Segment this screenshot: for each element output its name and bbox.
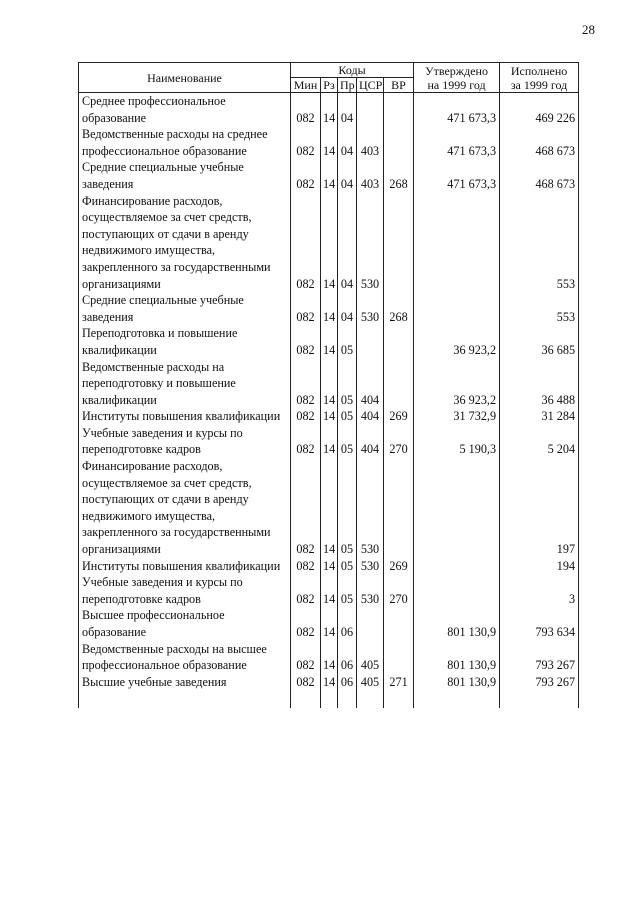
row-rz-code: 14 bbox=[321, 325, 338, 358]
row-csr-code: 404 bbox=[357, 408, 384, 425]
row-approved: 36 923,2 bbox=[414, 325, 500, 358]
table-row bbox=[79, 126, 579, 159]
row-name: Ведомственные расходы на среднее профессиональное образование bbox=[79, 126, 291, 159]
row-rz-code: 14 bbox=[321, 574, 338, 607]
header-min: Мин bbox=[291, 78, 321, 93]
row-csr-code bbox=[357, 325, 384, 358]
table-row bbox=[79, 325, 579, 358]
row-csr-code: 405 bbox=[357, 674, 384, 691]
table-row bbox=[79, 558, 579, 575]
page-number: 28 bbox=[582, 22, 595, 37]
row-csr-code: 404 bbox=[357, 425, 384, 458]
row-vr-code: 268 bbox=[384, 292, 414, 325]
row-min-code: 082 bbox=[291, 93, 321, 127]
row-executed: 31 284 bbox=[500, 408, 579, 425]
row-executed: 5 204 bbox=[500, 425, 579, 458]
row-approved: 31 732,9 bbox=[414, 408, 500, 425]
row-min-code: 082 bbox=[291, 292, 321, 325]
row-name: Средние специальные учебные заведения bbox=[79, 159, 291, 192]
header-csr: ЦСР bbox=[357, 78, 384, 93]
row-min-code: 082 bbox=[291, 425, 321, 458]
row-rz-code: 14 bbox=[321, 674, 338, 691]
row-min-code: 082 bbox=[291, 325, 321, 358]
row-pr-code: 06 bbox=[338, 674, 357, 691]
row-executed: 36 488 bbox=[500, 359, 579, 409]
row-approved bbox=[414, 574, 500, 607]
row-min-code: 082 bbox=[291, 408, 321, 425]
row-name: Финансирование расходов, осуществляемое за счет средств, поступающих от сдачи в аренду недвижимого имущества, закрепленного за государственными организациями bbox=[79, 193, 291, 293]
row-name: Учебные заведения и курсы по переподготовке кадров bbox=[79, 425, 291, 458]
row-csr-code: 530 bbox=[357, 458, 384, 558]
row-executed: 553 bbox=[500, 193, 579, 293]
table-row bbox=[79, 93, 579, 127]
row-rz-code: 14 bbox=[321, 607, 338, 640]
row-approved: 471 673,3 bbox=[414, 126, 500, 159]
row-csr-code: 404 bbox=[357, 359, 384, 409]
row-min-code: 082 bbox=[291, 159, 321, 192]
row-name: Ведомственные расходы на высшее профессиональное образование bbox=[79, 641, 291, 674]
row-approved bbox=[414, 558, 500, 575]
row-pr-code: 04 bbox=[338, 193, 357, 293]
table-row bbox=[79, 408, 579, 425]
row-pr-code: 04 bbox=[338, 159, 357, 192]
row-executed: 197 bbox=[500, 458, 579, 558]
header-approved-line1: Утверждено bbox=[425, 63, 488, 78]
row-pr-code: 05 bbox=[338, 325, 357, 358]
row-min-code: 082 bbox=[291, 607, 321, 640]
row-min-code: 082 bbox=[291, 574, 321, 607]
row-name: Среднее профессиональное образование bbox=[79, 93, 291, 127]
row-rz-code: 14 bbox=[321, 558, 338, 575]
spacer-cell bbox=[321, 690, 338, 708]
row-csr-code bbox=[357, 607, 384, 640]
row-name: Переподготовка и повышение квалификации bbox=[79, 325, 291, 358]
row-pr-code: 05 bbox=[338, 458, 357, 558]
row-approved: 801 130,9 bbox=[414, 607, 500, 640]
row-pr-code: 05 bbox=[338, 425, 357, 458]
row-rz-code: 14 bbox=[321, 359, 338, 409]
table-spacer-row bbox=[79, 690, 579, 708]
spacer-cell bbox=[357, 690, 384, 708]
header-codes: Коды bbox=[291, 63, 414, 78]
spacer-cell bbox=[414, 690, 500, 708]
table-row bbox=[79, 607, 579, 640]
row-executed: 469 226 bbox=[500, 93, 579, 127]
header-name: Наименование bbox=[79, 63, 291, 93]
row-approved: 471 673,3 bbox=[414, 159, 500, 192]
spacer-cell bbox=[384, 690, 414, 708]
row-vr-code: 269 bbox=[384, 558, 414, 575]
row-name: Средние специальные учебные заведения bbox=[79, 292, 291, 325]
row-min-code: 082 bbox=[291, 674, 321, 691]
header-executed bbox=[500, 63, 579, 93]
table-row bbox=[79, 458, 579, 558]
row-vr-code bbox=[384, 359, 414, 409]
row-executed: 793 634 bbox=[500, 607, 579, 640]
row-pr-code: 04 bbox=[338, 93, 357, 127]
spacer-cell bbox=[500, 690, 579, 708]
row-approved bbox=[414, 193, 500, 293]
row-executed: 194 bbox=[500, 558, 579, 575]
row-csr-code: 403 bbox=[357, 159, 384, 192]
header-approved bbox=[414, 63, 500, 93]
row-vr-code bbox=[384, 458, 414, 558]
row-csr-code: 530 bbox=[357, 193, 384, 293]
row-pr-code: 05 bbox=[338, 574, 357, 607]
row-name: Высшие учебные заведения bbox=[79, 674, 291, 691]
row-pr-code: 05 bbox=[338, 408, 357, 425]
row-csr-code: 530 bbox=[357, 574, 384, 607]
spacer-cell bbox=[338, 690, 357, 708]
row-name: Высшее профессиональное образование bbox=[79, 607, 291, 640]
row-pr-code: 05 bbox=[338, 558, 357, 575]
row-approved bbox=[414, 292, 500, 325]
row-pr-code: 04 bbox=[338, 126, 357, 159]
row-rz-code: 14 bbox=[321, 458, 338, 558]
budget-table bbox=[78, 62, 579, 708]
row-min-code: 082 bbox=[291, 458, 321, 558]
header-pr: Пр bbox=[338, 78, 357, 93]
row-rz-code: 14 bbox=[321, 408, 338, 425]
table-row bbox=[79, 674, 579, 691]
header-vr: ВР bbox=[384, 78, 414, 93]
row-min-code: 082 bbox=[291, 193, 321, 293]
header-rz: Рз bbox=[321, 78, 338, 93]
row-vr-code: 269 bbox=[384, 408, 414, 425]
row-executed: 36 685 bbox=[500, 325, 579, 358]
row-name: Институты повышения квалификации bbox=[79, 408, 291, 425]
table-row bbox=[79, 359, 579, 409]
row-pr-code: 06 bbox=[338, 641, 357, 674]
row-min-code: 082 bbox=[291, 558, 321, 575]
row-vr-code bbox=[384, 126, 414, 159]
row-pr-code: 06 bbox=[338, 607, 357, 640]
row-vr-code bbox=[384, 325, 414, 358]
row-approved: 36 923,2 bbox=[414, 359, 500, 409]
header-executed-line1: Исполнено bbox=[510, 63, 568, 78]
row-executed: 468 673 bbox=[500, 159, 579, 192]
row-vr-code bbox=[384, 93, 414, 127]
row-executed: 793 267 bbox=[500, 674, 579, 691]
row-name: Учебные заведения и курсы по переподготовке кадров bbox=[79, 574, 291, 607]
table-row bbox=[79, 425, 579, 458]
table-body bbox=[79, 93, 579, 709]
row-rz-code: 14 bbox=[321, 159, 338, 192]
row-vr-code: 270 bbox=[384, 425, 414, 458]
row-approved bbox=[414, 458, 500, 558]
row-vr-code: 271 bbox=[384, 674, 414, 691]
row-approved: 5 190,3 bbox=[414, 425, 500, 458]
row-rz-code: 14 bbox=[321, 126, 338, 159]
row-vr-code bbox=[384, 641, 414, 674]
row-rz-code: 14 bbox=[321, 425, 338, 458]
row-csr-code: 403 bbox=[357, 126, 384, 159]
table-row bbox=[79, 641, 579, 674]
table-row bbox=[79, 159, 579, 192]
row-rz-code: 14 bbox=[321, 641, 338, 674]
row-name: Институты повышения квалификации bbox=[79, 558, 291, 575]
row-vr-code bbox=[384, 193, 414, 293]
row-executed: 3 bbox=[500, 574, 579, 607]
row-min-code: 082 bbox=[291, 359, 321, 409]
row-pr-code: 05 bbox=[338, 359, 357, 409]
row-name: Финансирование расходов, осуществляемое за счет средств, поступающих от сдачи в аренду недвижимого имущества, закрепленного за государственными организациями bbox=[79, 458, 291, 558]
row-rz-code: 14 bbox=[321, 193, 338, 293]
row-min-code: 082 bbox=[291, 641, 321, 674]
row-rz-code: 14 bbox=[321, 292, 338, 325]
table-row bbox=[79, 292, 579, 325]
row-executed: 793 267 bbox=[500, 641, 579, 674]
row-executed: 468 673 bbox=[500, 126, 579, 159]
row-min-code: 082 bbox=[291, 126, 321, 159]
row-vr-code: 270 bbox=[384, 574, 414, 607]
row-approved: 801 130,9 bbox=[414, 641, 500, 674]
row-csr-code: 405 bbox=[357, 641, 384, 674]
row-name: Ведомственные расходы на переподготовку и повышение квалификации bbox=[79, 359, 291, 409]
row-csr-code: 530 bbox=[357, 292, 384, 325]
row-vr-code bbox=[384, 607, 414, 640]
table-header bbox=[79, 63, 579, 93]
row-approved: 801 130,9 bbox=[414, 674, 500, 691]
row-csr-code: 530 bbox=[357, 558, 384, 575]
spacer-cell bbox=[79, 690, 291, 708]
row-csr-code bbox=[357, 93, 384, 127]
table-row bbox=[79, 574, 579, 607]
row-executed: 553 bbox=[500, 292, 579, 325]
spacer-cell bbox=[291, 690, 321, 708]
row-rz-code: 14 bbox=[321, 93, 338, 127]
table-row bbox=[79, 193, 579, 293]
header-executed-line2: за 1999 год bbox=[510, 77, 568, 92]
header-approved-line2: на 1999 год bbox=[427, 77, 486, 92]
row-approved: 471 673,3 bbox=[414, 93, 500, 127]
row-pr-code: 04 bbox=[338, 292, 357, 325]
row-vr-code: 268 bbox=[384, 159, 414, 192]
